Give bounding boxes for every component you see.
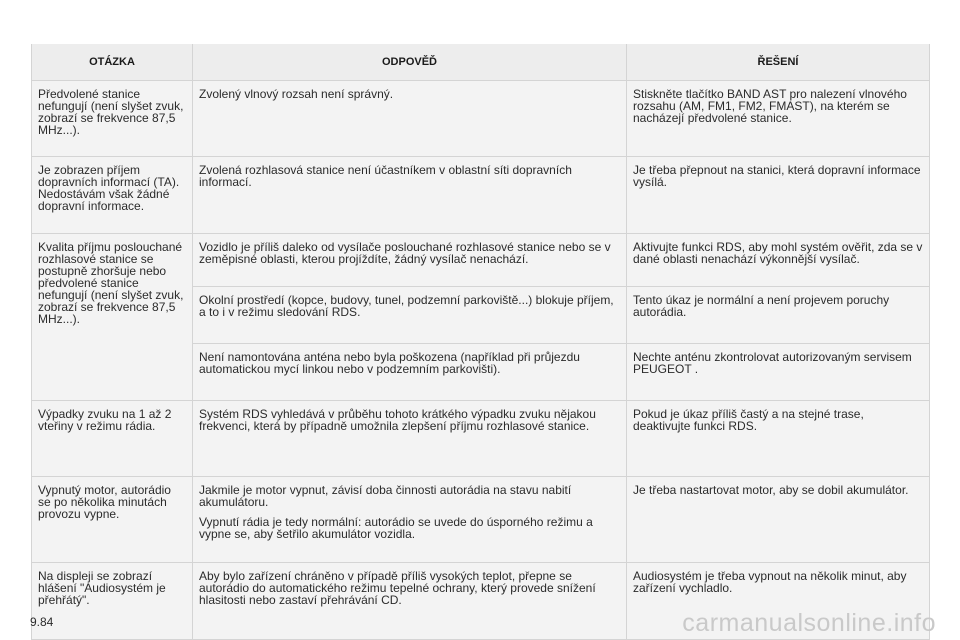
troubleshooting-table — [31, 44, 930, 640]
table-row — [32, 234, 930, 287]
answer-cell — [193, 81, 627, 157]
header-answer: ODPOVĚĎ — [193, 44, 627, 81]
question-cell: Předvolené stanice nefungují (není slyšet zvuk, zobrazí se frekvence 87,5 MHz...). — [32, 81, 193, 157]
solution-cell: Pokud je úkaz příliš častý a na stejné trase, deaktivujte funkci RDS. — [627, 401, 930, 477]
question-cell: Kvalita příjmu poslouchané rozhlasové stanice se postupně zhoršuje nebo předvolené stanice nefungují (není slyšet zvuk, zobrazí se frekvence 87,5 MHz...). — [32, 234, 193, 401]
answer-text: Zvolená rozhlasová stanice není účastníkem v oblastní síti dopravních informací. — [199, 163, 572, 189]
question-cell: Je zobrazen příjem dopravních informací (TA). Nedostávám však žádné dopravní informace. — [32, 157, 193, 234]
troubleshooting-table-container — [31, 44, 929, 640]
answer-cell — [193, 401, 627, 477]
solution-cell: Nechte anténu zkontrolovat autorizovaným servisem PEUGEOT . — [627, 344, 930, 401]
table-header-row — [32, 44, 930, 81]
solution-cell: Tento úkaz je normální a není projevem poruchy autorádia. — [627, 287, 930, 344]
answer-cell: Okolní prostředí (kopce, budovy, tunel, podzemní parkoviště...) blokuje příjem, a to i v režimu sledování RDS. — [193, 287, 627, 344]
table-row — [32, 157, 930, 234]
question-cell: Vypnutý motor, autorádio se po několika minutách provozu vypne. — [32, 477, 193, 563]
answer-text: Zvolený vlnový rozsah není správný. — [199, 87, 394, 101]
table-row — [32, 81, 930, 157]
question-cell: Výpadky zvuku na 1 až 2 vteřiny v režimu rádia. — [32, 401, 193, 477]
header-question: OTÁZKA — [32, 44, 193, 81]
answer-text: Vypnutí rádia je tedy normální: autorádio se uvede do úsporného režimu a vypne se, aby šetřilo akumulátor vozidla. — [199, 515, 593, 541]
question-cell: Na displeji se zobrazí hlášení "Audiosystém je přehřátý". — [32, 563, 193, 640]
answer-text: Aby bylo zařízení chráněno v případě příliš vysokých teplot, přepne se autorádio do automatického režimu tepelné ochrany, který provede snížení hlasitosti nebo zastaví přehrávání CD. — [199, 569, 596, 607]
header-solution: ŘEŠENÍ — [627, 44, 930, 81]
answer-cell: Není namontována anténa nebo byla poškozena (například při průjezdu automatickou mycí linkou nebo v podzemním parkovišti). — [193, 344, 627, 401]
answer-cell — [193, 563, 627, 640]
solution-cell: Stiskněte tlačítko BAND AST pro nalezení vlnového rozsahu (AM, FM1, FM2, FMAST), na kterém se nacházejí předvolené stanice. — [627, 81, 930, 157]
answer-cell — [193, 477, 627, 563]
solution-cell: Je třeba nastartovat motor, aby se dobil akumulátor. — [627, 477, 930, 563]
watermark: carmanualsonline.info — [682, 609, 936, 637]
answer-text: Systém RDS vyhledává v průběhu tohoto krátkého výpadku zvuku nějakou frekvenci, která by případně umožnila zlepšení příjmu rozhlasové stanice. — [199, 407, 596, 433]
table-row — [32, 477, 930, 563]
solution-cell: Aktivujte funkci RDS, aby mohl systém ověřit, zda se v dané oblasti nenachází výkonnější vysílač. — [627, 234, 930, 287]
table-row — [32, 401, 930, 477]
answer-cell — [193, 157, 627, 234]
solution-cell: Je třeba přepnout na stanici, která dopravní informace vysílá. — [627, 157, 930, 234]
answer-cell: Vozidlo je příliš daleko od vysílače poslouchané rozhlasové stanice nebo se v zeměpisné oblasti, kterou projíždíte, žádný vysílač nenachází. — [193, 234, 627, 287]
solution-cell: Audiosystém je třeba vypnout na několik minut, aby zařízení vychladlo. — [627, 563, 930, 640]
page-number: 9.84 — [30, 615, 54, 629]
answer-text: Jakmile je motor vypnut, závisí doba činnosti autorádia na stavu nabití akumulátoru. — [199, 483, 572, 509]
